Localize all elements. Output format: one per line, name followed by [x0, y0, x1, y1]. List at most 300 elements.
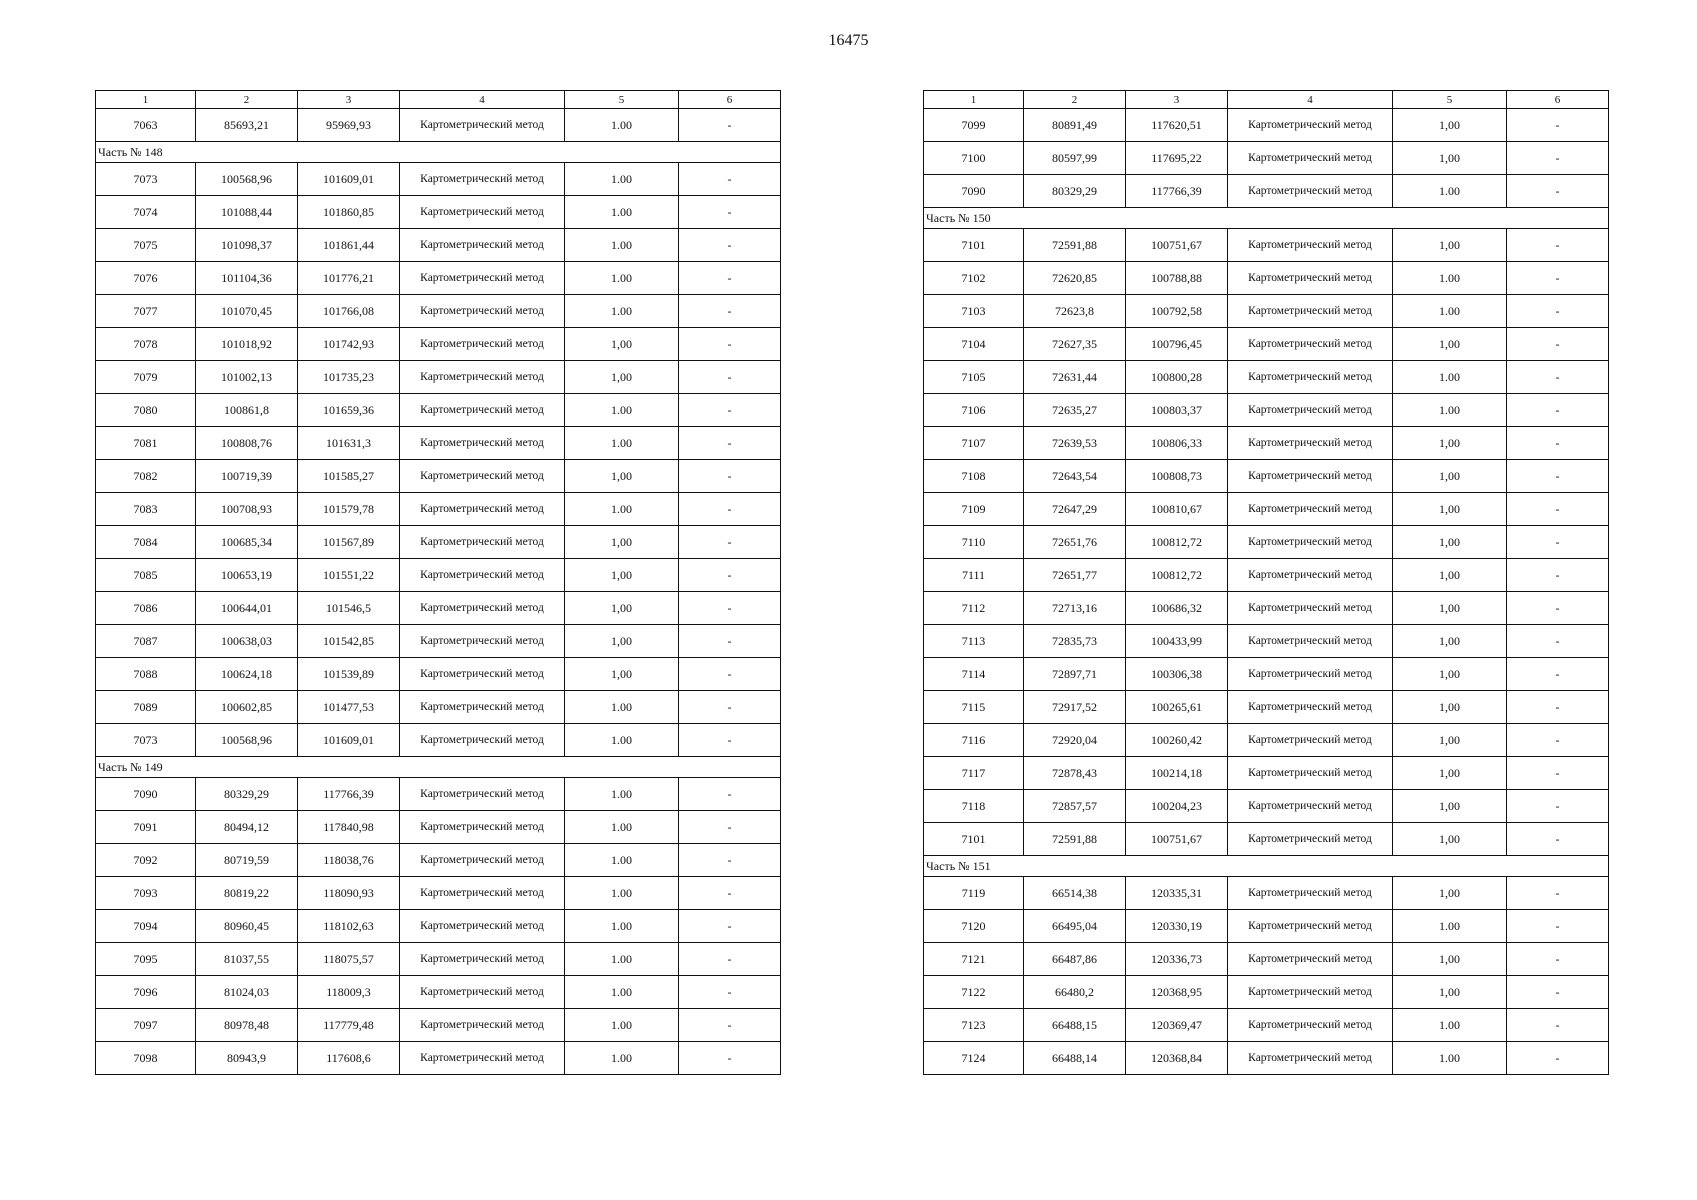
- accuracy-cell: 1.00: [565, 1009, 679, 1042]
- accuracy-cell: 1.00: [565, 229, 679, 262]
- point-number-cell: 7095: [96, 943, 196, 976]
- method-cell: Картометрический метод: [1228, 658, 1393, 691]
- note-cell: -: [679, 493, 781, 526]
- point-number-cell: 7074: [96, 196, 196, 229]
- note-cell: -: [679, 1009, 781, 1042]
- x-coordinate-cell: 72920,04: [1024, 724, 1126, 757]
- column-header-cell: 3: [298, 91, 400, 109]
- method-cell: Картометрический метод: [1228, 1009, 1393, 1042]
- x-coordinate-cell: 100624,18: [196, 658, 298, 691]
- coordinates-table-right: [923, 90, 1609, 1075]
- x-coordinate-cell: 72639,53: [1024, 427, 1126, 460]
- accuracy-cell: 1,00: [1393, 943, 1507, 976]
- method-cell: Картометрический метод: [1228, 823, 1393, 856]
- accuracy-cell: 1,00: [565, 460, 679, 493]
- table-row: [924, 361, 1609, 394]
- note-cell: -: [1507, 976, 1609, 1009]
- note-cell: -: [1507, 1042, 1609, 1075]
- x-coordinate-cell: 72835,73: [1024, 625, 1126, 658]
- table-row: [96, 262, 781, 295]
- table-row: [96, 361, 781, 394]
- accuracy-cell: 1.00: [1393, 295, 1507, 328]
- table-row: [924, 943, 1609, 976]
- section-label: Часть № 148: [96, 142, 781, 163]
- accuracy-cell: 1.00: [1393, 1042, 1507, 1075]
- accuracy-cell: 1.00: [565, 691, 679, 724]
- accuracy-cell: 1,00: [565, 592, 679, 625]
- section-label: Часть № 151: [924, 856, 1609, 877]
- point-number-cell: 7109: [924, 493, 1024, 526]
- table-row: [924, 394, 1609, 427]
- column-header-cell: 2: [1024, 91, 1126, 109]
- x-coordinate-cell: 72620,85: [1024, 262, 1126, 295]
- note-cell: -: [679, 943, 781, 976]
- accuracy-cell: 1,00: [1393, 229, 1507, 262]
- note-cell: -: [679, 427, 781, 460]
- y-coordinate-cell: 120336,73: [1126, 943, 1228, 976]
- method-cell: Картометрический метод: [400, 109, 565, 142]
- y-coordinate-cell: 100260,42: [1126, 724, 1228, 757]
- y-coordinate-cell: 100810,67: [1126, 493, 1228, 526]
- x-coordinate-cell: 101098,37: [196, 229, 298, 262]
- x-coordinate-cell: 80329,29: [1024, 175, 1126, 208]
- y-coordinate-cell: 101579,78: [298, 493, 400, 526]
- x-coordinate-cell: 66488,15: [1024, 1009, 1126, 1042]
- accuracy-cell: 1,00: [1393, 790, 1507, 823]
- table-row: [96, 625, 781, 658]
- note-cell: -: [1507, 823, 1609, 856]
- table-row: [924, 295, 1609, 328]
- point-number-cell: 7096: [96, 976, 196, 1009]
- note-cell: -: [679, 163, 781, 196]
- y-coordinate-cell: 100751,67: [1126, 823, 1228, 856]
- table-row: [96, 877, 781, 910]
- note-cell: -: [1507, 493, 1609, 526]
- column-header-cell: 1: [96, 91, 196, 109]
- table-row: [96, 196, 781, 229]
- method-cell: Картометрический метод: [1228, 427, 1393, 460]
- method-cell: Картометрический метод: [400, 976, 565, 1009]
- y-coordinate-cell: 101567,89: [298, 526, 400, 559]
- x-coordinate-cell: 72591,88: [1024, 229, 1126, 262]
- accuracy-cell: 1,00: [1393, 526, 1507, 559]
- point-number-cell: 7090: [924, 175, 1024, 208]
- section-row: [924, 208, 1609, 229]
- method-cell: Картометрический метод: [1228, 1042, 1393, 1075]
- note-cell: -: [1507, 691, 1609, 724]
- method-cell: Картометрический метод: [400, 295, 565, 328]
- x-coordinate-cell: 80891,49: [1024, 109, 1126, 142]
- note-cell: -: [679, 196, 781, 229]
- accuracy-cell: 1,00: [1393, 691, 1507, 724]
- table-row: [96, 1042, 781, 1075]
- point-number-cell: 7087: [96, 625, 196, 658]
- y-coordinate-cell: 101631,3: [298, 427, 400, 460]
- accuracy-cell: 1,00: [565, 526, 679, 559]
- method-cell: Картометрический метод: [1228, 142, 1393, 175]
- note-cell: -: [679, 724, 781, 757]
- point-number-cell: 7107: [924, 427, 1024, 460]
- point-number-cell: 7111: [924, 559, 1024, 592]
- x-coordinate-cell: 72591,88: [1024, 823, 1126, 856]
- y-coordinate-cell: 100788,88: [1126, 262, 1228, 295]
- method-cell: Картометрический метод: [1228, 295, 1393, 328]
- x-coordinate-cell: 66495,04: [1024, 910, 1126, 943]
- note-cell: -: [1507, 175, 1609, 208]
- point-number-cell: 7097: [96, 1009, 196, 1042]
- table-row: [96, 811, 781, 844]
- point-number-cell: 7077: [96, 295, 196, 328]
- y-coordinate-cell: 100214,18: [1126, 757, 1228, 790]
- table-left-body: [96, 91, 781, 1075]
- table-right-body: [924, 91, 1609, 1075]
- x-coordinate-cell: 100861,8: [196, 394, 298, 427]
- column-number-header: [924, 91, 1609, 109]
- note-cell: -: [1507, 943, 1609, 976]
- table-row: [96, 691, 781, 724]
- table-row: [96, 943, 781, 976]
- point-number-cell: 7114: [924, 658, 1024, 691]
- y-coordinate-cell: 100204,23: [1126, 790, 1228, 823]
- y-coordinate-cell: 120368,95: [1126, 976, 1228, 1009]
- accuracy-cell: 1,00: [565, 625, 679, 658]
- y-coordinate-cell: 117695,22: [1126, 142, 1228, 175]
- note-cell: -: [1507, 625, 1609, 658]
- note-cell: -: [1507, 526, 1609, 559]
- x-coordinate-cell: 100638,03: [196, 625, 298, 658]
- point-number-cell: 7113: [924, 625, 1024, 658]
- table-row: [924, 493, 1609, 526]
- accuracy-cell: 1.00: [565, 844, 679, 877]
- point-number-cell: 7103: [924, 295, 1024, 328]
- coordinates-table-left: [95, 90, 781, 1075]
- note-cell: -: [1507, 394, 1609, 427]
- table-row: [96, 394, 781, 427]
- y-coordinate-cell: 100792,58: [1126, 295, 1228, 328]
- y-coordinate-cell: 101609,01: [298, 163, 400, 196]
- note-cell: -: [1507, 757, 1609, 790]
- note-cell: -: [1507, 427, 1609, 460]
- accuracy-cell: 1,00: [1393, 427, 1507, 460]
- accuracy-cell: 1,00: [1393, 757, 1507, 790]
- method-cell: Картометрический метод: [1228, 976, 1393, 1009]
- y-coordinate-cell: 120368,84: [1126, 1042, 1228, 1075]
- y-coordinate-cell: 101542,85: [298, 625, 400, 658]
- method-cell: Картометрический метод: [400, 526, 565, 559]
- note-cell: -: [679, 691, 781, 724]
- method-cell: Картометрический метод: [400, 691, 565, 724]
- point-number-cell: 7084: [96, 526, 196, 559]
- x-coordinate-cell: 66488,14: [1024, 1042, 1126, 1075]
- y-coordinate-cell: 117779,48: [298, 1009, 400, 1042]
- method-cell: Картометрический метод: [400, 427, 565, 460]
- note-cell: -: [1507, 592, 1609, 625]
- point-number-cell: 7083: [96, 493, 196, 526]
- table-row: [924, 559, 1609, 592]
- accuracy-cell: 1.00: [1393, 910, 1507, 943]
- method-cell: Картометрический метод: [400, 592, 565, 625]
- note-cell: -: [679, 328, 781, 361]
- note-cell: -: [679, 658, 781, 691]
- note-cell: -: [679, 295, 781, 328]
- accuracy-cell: 1.00: [565, 976, 679, 1009]
- column-header-cell: 6: [679, 91, 781, 109]
- accuracy-cell: 1,00: [1393, 976, 1507, 1009]
- note-cell: -: [1507, 262, 1609, 295]
- y-coordinate-cell: 120335,31: [1126, 877, 1228, 910]
- point-number-cell: 7101: [924, 229, 1024, 262]
- x-coordinate-cell: 66487,86: [1024, 943, 1126, 976]
- y-coordinate-cell: 101735,23: [298, 361, 400, 394]
- table-row: [924, 460, 1609, 493]
- point-number-cell: 7105: [924, 361, 1024, 394]
- y-coordinate-cell: 118075,57: [298, 943, 400, 976]
- note-cell: -: [679, 1042, 781, 1075]
- y-coordinate-cell: 117766,39: [1126, 175, 1228, 208]
- method-cell: Картометрический метод: [400, 493, 565, 526]
- accuracy-cell: 1.00: [565, 724, 679, 757]
- point-number-cell: 7112: [924, 592, 1024, 625]
- point-number-cell: 7089: [96, 691, 196, 724]
- y-coordinate-cell: 101860,85: [298, 196, 400, 229]
- method-cell: Картометрический метод: [400, 559, 565, 592]
- accuracy-cell: 1,00: [565, 328, 679, 361]
- point-number-cell: 7117: [924, 757, 1024, 790]
- note-cell: -: [679, 526, 781, 559]
- accuracy-cell: 1,00: [1393, 592, 1507, 625]
- y-coordinate-cell: 100808,73: [1126, 460, 1228, 493]
- method-cell: Картометрический метод: [400, 910, 565, 943]
- method-cell: Картометрический метод: [400, 844, 565, 877]
- accuracy-cell: 1,00: [1393, 328, 1507, 361]
- point-number-cell: 7102: [924, 262, 1024, 295]
- y-coordinate-cell: 101539,89: [298, 658, 400, 691]
- method-cell: Картометрический метод: [1228, 175, 1393, 208]
- note-cell: -: [1507, 559, 1609, 592]
- table-row: [924, 1009, 1609, 1042]
- note-cell: -: [1507, 109, 1609, 142]
- y-coordinate-cell: 101742,93: [298, 328, 400, 361]
- y-coordinate-cell: 117840,98: [298, 811, 400, 844]
- note-cell: -: [679, 592, 781, 625]
- y-coordinate-cell: 101659,36: [298, 394, 400, 427]
- method-cell: Картометрический метод: [1228, 691, 1393, 724]
- point-number-cell: 7090: [96, 778, 196, 811]
- y-coordinate-cell: 100433,99: [1126, 625, 1228, 658]
- point-number-cell: 7075: [96, 229, 196, 262]
- method-cell: Картометрический метод: [1228, 877, 1393, 910]
- table-row: [96, 295, 781, 328]
- table-row: [96, 910, 781, 943]
- column-header-cell: 2: [196, 91, 298, 109]
- point-number-cell: 7121: [924, 943, 1024, 976]
- table-row: [924, 526, 1609, 559]
- note-cell: -: [1507, 328, 1609, 361]
- note-cell: -: [679, 394, 781, 427]
- note-cell: -: [679, 625, 781, 658]
- table-row: [924, 790, 1609, 823]
- accuracy-cell: 1.00: [565, 493, 679, 526]
- method-cell: Картометрический метод: [400, 625, 565, 658]
- x-coordinate-cell: 101088,44: [196, 196, 298, 229]
- method-cell: Картометрический метод: [1228, 229, 1393, 262]
- table-row: [924, 910, 1609, 943]
- y-coordinate-cell: 101551,22: [298, 559, 400, 592]
- point-number-cell: 7108: [924, 460, 1024, 493]
- accuracy-cell: 1,00: [1393, 823, 1507, 856]
- y-coordinate-cell: 118102,63: [298, 910, 400, 943]
- method-cell: Картометрический метод: [1228, 109, 1393, 142]
- accuracy-cell: 1.00: [1393, 361, 1507, 394]
- note-cell: -: [1507, 361, 1609, 394]
- note-cell: -: [679, 229, 781, 262]
- accuracy-cell: 1.00: [565, 262, 679, 295]
- table-row: [96, 109, 781, 142]
- table-row: [924, 691, 1609, 724]
- accuracy-cell: 1,00: [1393, 109, 1507, 142]
- x-coordinate-cell: 85693,21: [196, 109, 298, 142]
- table-row: [924, 1042, 1609, 1075]
- accuracy-cell: 1,00: [1393, 493, 1507, 526]
- note-cell: -: [1507, 910, 1609, 943]
- accuracy-cell: 1,00: [1393, 559, 1507, 592]
- x-coordinate-cell: 72897,71: [1024, 658, 1126, 691]
- point-number-cell: 7104: [924, 328, 1024, 361]
- point-number-cell: 7118: [924, 790, 1024, 823]
- y-coordinate-cell: 100686,32: [1126, 592, 1228, 625]
- table-row: [96, 559, 781, 592]
- y-coordinate-cell: 100796,45: [1126, 328, 1228, 361]
- point-number-cell: 7122: [924, 976, 1024, 1009]
- y-coordinate-cell: 120369,47: [1126, 1009, 1228, 1042]
- table-row: [924, 142, 1609, 175]
- x-coordinate-cell: 72878,43: [1024, 757, 1126, 790]
- table-row: [96, 844, 781, 877]
- method-cell: Картометрический метод: [1228, 790, 1393, 823]
- note-cell: -: [679, 877, 781, 910]
- accuracy-cell: 1.00: [565, 943, 679, 976]
- table-row: [924, 262, 1609, 295]
- y-coordinate-cell: 100751,67: [1126, 229, 1228, 262]
- accuracy-cell: 1,00: [1393, 724, 1507, 757]
- x-coordinate-cell: 100568,96: [196, 163, 298, 196]
- accuracy-cell: 1.00: [1393, 394, 1507, 427]
- accuracy-cell: 1.00: [1393, 1009, 1507, 1042]
- method-cell: Картометрический метод: [1228, 493, 1393, 526]
- point-number-cell: 7110: [924, 526, 1024, 559]
- note-cell: -: [679, 109, 781, 142]
- y-coordinate-cell: 100265,61: [1126, 691, 1228, 724]
- note-cell: -: [1507, 1009, 1609, 1042]
- method-cell: Картометрический метод: [400, 361, 565, 394]
- accuracy-cell: 1.00: [565, 427, 679, 460]
- x-coordinate-cell: 72635,27: [1024, 394, 1126, 427]
- x-coordinate-cell: 66480,2: [1024, 976, 1126, 1009]
- y-coordinate-cell: 101546,5: [298, 592, 400, 625]
- table-row: [924, 976, 1609, 1009]
- section-row: [924, 856, 1609, 877]
- x-coordinate-cell: 100808,76: [196, 427, 298, 460]
- x-coordinate-cell: 100719,39: [196, 460, 298, 493]
- point-number-cell: 7101: [924, 823, 1024, 856]
- method-cell: Картометрический метод: [400, 811, 565, 844]
- method-cell: Картометрический метод: [1228, 724, 1393, 757]
- point-number-cell: 7094: [96, 910, 196, 943]
- note-cell: -: [679, 778, 781, 811]
- table-row: [924, 877, 1609, 910]
- column-header-cell: 4: [400, 91, 565, 109]
- accuracy-cell: 1.00: [565, 1042, 679, 1075]
- column-header-cell: 3: [1126, 91, 1228, 109]
- x-coordinate-cell: 81024,03: [196, 976, 298, 1009]
- x-coordinate-cell: 72917,52: [1024, 691, 1126, 724]
- point-number-cell: 7091: [96, 811, 196, 844]
- accuracy-cell: 1,00: [1393, 460, 1507, 493]
- method-cell: Картометрический метод: [400, 229, 565, 262]
- table-row: [924, 823, 1609, 856]
- x-coordinate-cell: 101018,92: [196, 328, 298, 361]
- note-cell: -: [1507, 877, 1609, 910]
- x-coordinate-cell: 80819,22: [196, 877, 298, 910]
- accuracy-cell: 1.00: [565, 778, 679, 811]
- accuracy-cell: 1,00: [565, 559, 679, 592]
- accuracy-cell: 1,00: [1393, 625, 1507, 658]
- point-number-cell: 7079: [96, 361, 196, 394]
- note-cell: -: [1507, 295, 1609, 328]
- point-number-cell: 7081: [96, 427, 196, 460]
- note-cell: -: [1507, 229, 1609, 262]
- y-coordinate-cell: 101776,21: [298, 262, 400, 295]
- method-cell: Картометрический метод: [1228, 592, 1393, 625]
- accuracy-cell: 1.00: [565, 196, 679, 229]
- method-cell: Картометрический метод: [400, 262, 565, 295]
- x-coordinate-cell: 66514,38: [1024, 877, 1126, 910]
- method-cell: Картометрический метод: [1228, 943, 1393, 976]
- x-coordinate-cell: 80494,12: [196, 811, 298, 844]
- point-number-cell: 7106: [924, 394, 1024, 427]
- accuracy-cell: 1.00: [1393, 262, 1507, 295]
- table-row: [96, 229, 781, 262]
- method-cell: Картометрический метод: [400, 328, 565, 361]
- table-row: [96, 778, 781, 811]
- accuracy-cell: 1.00: [565, 877, 679, 910]
- note-cell: -: [679, 910, 781, 943]
- y-coordinate-cell: 118090,93: [298, 877, 400, 910]
- x-coordinate-cell: 72857,57: [1024, 790, 1126, 823]
- method-cell: Картометрический метод: [400, 778, 565, 811]
- point-number-cell: 7119: [924, 877, 1024, 910]
- point-number-cell: 7100: [924, 142, 1024, 175]
- note-cell: -: [679, 460, 781, 493]
- y-coordinate-cell: 101609,01: [298, 724, 400, 757]
- y-coordinate-cell: 101585,27: [298, 460, 400, 493]
- y-coordinate-cell: 100800,28: [1126, 361, 1228, 394]
- point-number-cell: 7073: [96, 724, 196, 757]
- method-cell: Картометрический метод: [400, 877, 565, 910]
- point-number-cell: 7088: [96, 658, 196, 691]
- point-number-cell: 7085: [96, 559, 196, 592]
- column-number-header: [96, 91, 781, 109]
- x-coordinate-cell: 72623,8: [1024, 295, 1126, 328]
- table-row: [924, 328, 1609, 361]
- y-coordinate-cell: 95969,93: [298, 109, 400, 142]
- accuracy-cell: 1.00: [565, 811, 679, 844]
- point-number-cell: 7073: [96, 163, 196, 196]
- y-coordinate-cell: 100812,72: [1126, 559, 1228, 592]
- table-row: [924, 658, 1609, 691]
- x-coordinate-cell: 80978,48: [196, 1009, 298, 1042]
- note-cell: -: [1507, 790, 1609, 823]
